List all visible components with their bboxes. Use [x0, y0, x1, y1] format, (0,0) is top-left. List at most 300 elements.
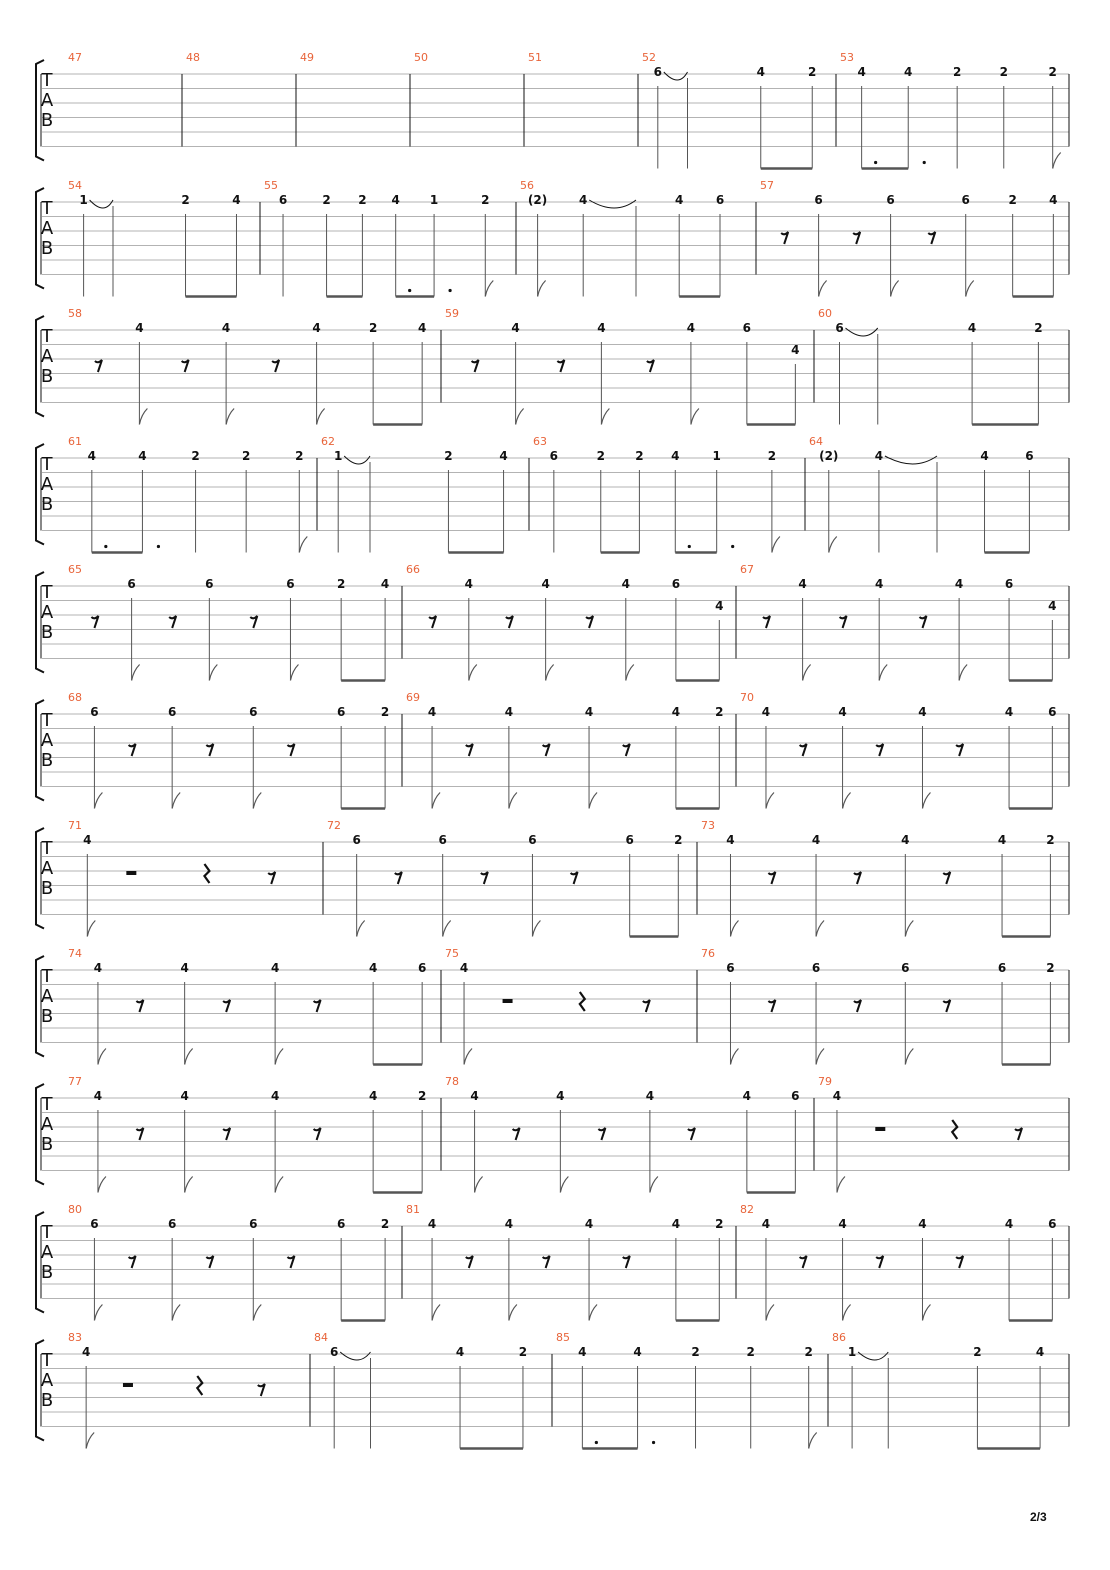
- fret-number: 4: [93, 961, 103, 975]
- fret-number: 4: [578, 1345, 587, 1359]
- fret-number: 2: [715, 705, 724, 719]
- eighth-flag: [139, 409, 147, 425]
- fret-number: 1: [847, 1345, 857, 1359]
- measure-number: 83: [68, 1331, 82, 1344]
- eighth-rest: [466, 744, 473, 756]
- eighth-flag: [879, 665, 887, 681]
- tab-clef-letter: B: [40, 366, 54, 387]
- eighth-rest: [223, 1000, 230, 1012]
- eighth-flag: [185, 1049, 193, 1065]
- eighth-flag: [464, 1049, 472, 1065]
- eighth-flag: [132, 665, 140, 681]
- eighth-rest: [182, 360, 189, 372]
- fret-number: 6: [997, 961, 1007, 975]
- tie-arc: [858, 1352, 888, 1360]
- fret-number: 2: [191, 449, 200, 463]
- half-rest: [123, 1383, 133, 1387]
- dot: [408, 289, 411, 292]
- fret-number: 1: [429, 193, 439, 207]
- tab-clef-letter: B: [40, 750, 54, 771]
- tab-clef-letter: A: [40, 218, 54, 239]
- eighth-rest: [586, 616, 593, 628]
- eighth-rest: [919, 616, 926, 628]
- fret-number: 4: [579, 193, 588, 207]
- fret-number: 4: [875, 577, 884, 591]
- eighth-flag: [691, 409, 699, 425]
- measure-number: 85: [556, 1331, 570, 1344]
- fret-number: 6: [90, 1217, 99, 1231]
- measure-number: 61: [68, 435, 82, 448]
- eighth-flag: [966, 281, 974, 297]
- fret-number: 6: [814, 193, 823, 207]
- fret-number: 6: [671, 577, 681, 591]
- eighth-flag: [905, 1049, 913, 1065]
- dot: [731, 545, 734, 548]
- fret-number: 4: [686, 321, 696, 335]
- fret-number: 4: [621, 577, 630, 591]
- eighth-rest: [763, 616, 770, 628]
- fret-number: 4: [671, 449, 680, 463]
- fret-number: 6: [336, 1217, 346, 1231]
- eighth-flag: [475, 1177, 483, 1193]
- fret-number: 4: [312, 321, 321, 335]
- eighth-flag: [772, 537, 780, 553]
- half-rest: [875, 1127, 885, 1131]
- fret-number: 6: [742, 321, 752, 335]
- fret-number: 4: [556, 1089, 565, 1103]
- fret-number: 6: [286, 577, 295, 591]
- measure-number: 62: [321, 435, 335, 448]
- fret-number: 4: [742, 1089, 752, 1103]
- fret-number: 4: [832, 1089, 842, 1103]
- measure-number: 70: [740, 691, 754, 704]
- tab-clef-letter: T: [41, 1094, 53, 1115]
- measure-number: 54: [68, 179, 82, 192]
- eighth-flag: [275, 1049, 283, 1065]
- dot: [688, 545, 691, 548]
- fret-number: 2: [767, 449, 777, 463]
- fret-number: 6: [653, 65, 662, 79]
- fret-number: 4: [597, 321, 606, 335]
- eighth-flag: [626, 665, 634, 681]
- measure-number: 84: [314, 1331, 328, 1344]
- fret-number: 4: [1004, 705, 1014, 719]
- fret-number: 4: [270, 1089, 280, 1103]
- fret-number: 4: [726, 833, 735, 847]
- fret-number: 6: [417, 961, 427, 975]
- fret-number: 2: [674, 833, 683, 847]
- eighth-flag: [275, 1177, 283, 1193]
- measure-number: 48: [186, 51, 200, 64]
- eighth-flag: [290, 665, 298, 681]
- fret-number: (2): [819, 449, 839, 463]
- eighth-flag: [905, 921, 913, 937]
- tie-arc: [885, 456, 937, 464]
- fret-number: 4: [541, 577, 550, 591]
- page-number: 2/3: [1030, 1510, 1047, 1524]
- eighth-flag: [253, 1305, 261, 1321]
- eighth-flag: [94, 1305, 102, 1321]
- eighth-flag: [730, 1049, 738, 1065]
- fret-number: 2: [444, 449, 453, 463]
- fret-number: 6: [625, 833, 634, 847]
- tie-arc: [340, 1352, 370, 1360]
- eighth-rest: [472, 360, 479, 372]
- tab-clef-letter: T: [41, 198, 53, 219]
- eighth-rest: [136, 1000, 143, 1012]
- eighth-flag: [98, 1049, 106, 1065]
- tab-clef-letter: T: [41, 326, 53, 347]
- eighth-flag: [601, 409, 609, 425]
- fret-number: 4: [675, 193, 684, 207]
- eighth-flag: [829, 537, 837, 553]
- eighth-flag: [589, 1305, 597, 1321]
- eighth-rest: [688, 1128, 695, 1140]
- eighth-rest: [1015, 1128, 1022, 1140]
- dot: [448, 289, 451, 292]
- eighth-flag: [730, 921, 738, 937]
- measure-number: 60: [818, 307, 832, 320]
- measure-number: 49: [300, 51, 314, 64]
- tab-clef-letter: B: [40, 110, 54, 131]
- fret-number: 2: [380, 705, 390, 719]
- fret-number: 6: [1048, 1217, 1057, 1231]
- eighth-flag: [509, 1305, 517, 1321]
- tab-clef-letter: A: [40, 474, 54, 495]
- fret-number: 4: [464, 577, 473, 591]
- tab-clef-letter: T: [41, 582, 53, 603]
- fret-number: 4: [857, 65, 866, 79]
- fret-number: 2: [1048, 65, 1057, 79]
- eighth-flag: [532, 921, 540, 937]
- fret-number: 6: [278, 193, 288, 207]
- eighth-rest: [314, 1000, 321, 1012]
- dot: [104, 545, 107, 548]
- tab-clef-letter: T: [41, 1350, 53, 1371]
- fret-number: 4: [504, 1217, 514, 1231]
- eighth-rest: [206, 744, 213, 756]
- fret-number: 6: [352, 833, 361, 847]
- eighth-flag: [443, 921, 451, 937]
- dot: [923, 161, 926, 164]
- eighth-flag: [509, 793, 517, 809]
- measure-number: 53: [840, 51, 854, 64]
- fret-number: 4: [81, 1345, 91, 1359]
- fret-number: 2: [1008, 193, 1017, 207]
- fret-number: 4: [715, 599, 724, 613]
- eighth-flag: [766, 793, 774, 809]
- fret-number: 4: [504, 705, 514, 719]
- fret-number: 4: [138, 449, 147, 463]
- eighth-rest: [768, 872, 775, 884]
- measure-number: 78: [445, 1075, 459, 1088]
- eighth-flag: [816, 1049, 824, 1065]
- eighth-flag: [432, 793, 440, 809]
- eighth-flag: [172, 1305, 180, 1321]
- measure-number: 71: [68, 819, 82, 832]
- eighth-rest: [268, 872, 275, 884]
- eighth-rest: [258, 1384, 265, 1396]
- eighth-flag: [538, 281, 546, 297]
- eighth-flag: [650, 1177, 658, 1193]
- measure-number: 79: [818, 1075, 832, 1088]
- fret-number: 4: [368, 1089, 378, 1103]
- fret-number: 4: [221, 321, 231, 335]
- tab-system: [36, 691, 1069, 809]
- eighth-flag: [959, 665, 967, 681]
- measure-number: 75: [445, 947, 459, 960]
- fret-number: 2: [804, 1345, 813, 1359]
- tab-system: [36, 435, 1069, 553]
- eighth-rest: [854, 1000, 861, 1012]
- eighth-rest: [781, 232, 788, 244]
- fret-number: 4: [1004, 1217, 1014, 1231]
- eighth-flag: [485, 281, 493, 297]
- fret-number: 2: [417, 1089, 427, 1103]
- measure-number: 74: [68, 947, 82, 960]
- eighth-rest: [481, 872, 488, 884]
- measure-number: 65: [68, 563, 82, 576]
- tab-clef-letter: A: [40, 986, 54, 1007]
- tab-system: [36, 947, 1069, 1065]
- fret-number: 6: [90, 705, 99, 719]
- fret-number: 4: [584, 1217, 594, 1231]
- measure-number: 47: [68, 51, 82, 64]
- eighth-flag: [299, 537, 307, 553]
- eighth-rest: [395, 872, 402, 884]
- fret-number: 2: [336, 577, 346, 591]
- eighth-flag: [469, 665, 477, 681]
- tab-system: [36, 1203, 1069, 1321]
- eighth-rest: [513, 1128, 520, 1140]
- fret-number: 4: [368, 961, 378, 975]
- measure-number: 63: [533, 435, 547, 448]
- measure-number: 64: [809, 435, 823, 448]
- tie-arc: [344, 456, 370, 464]
- eighth-rest: [250, 616, 257, 628]
- measure-number: 68: [68, 691, 82, 704]
- tab-clef-letter: T: [41, 966, 53, 987]
- half-rest: [126, 871, 136, 875]
- fret-number: 6: [901, 961, 910, 975]
- eighth-flag: [766, 1305, 774, 1321]
- measure-number: 82: [740, 1203, 754, 1216]
- tab-clef-letter: B: [40, 878, 54, 899]
- fret-number: 6: [811, 961, 821, 975]
- fret-number: 6: [549, 449, 559, 463]
- eighth-rest: [956, 744, 963, 756]
- fret-number: 6: [1048, 705, 1057, 719]
- eighth-flag: [546, 665, 554, 681]
- dot: [874, 161, 877, 164]
- fret-number: 4: [135, 321, 144, 335]
- fret-number: 4: [1049, 193, 1058, 207]
- eighth-rest: [129, 1256, 136, 1268]
- eighth-flag: [1053, 153, 1061, 169]
- fret-number: 2: [241, 449, 251, 463]
- eighth-flag: [819, 281, 827, 297]
- eighth-rest: [91, 616, 98, 628]
- fret-number: 6: [726, 961, 735, 975]
- measure-number: 73: [701, 819, 715, 832]
- eighth-rest: [853, 232, 860, 244]
- eighth-rest: [623, 1256, 630, 1268]
- measure-number: 86: [832, 1331, 846, 1344]
- fret-number: 4: [901, 833, 910, 847]
- dot: [652, 1441, 655, 1444]
- fret-number: 4: [427, 705, 437, 719]
- fret-number: 6: [835, 321, 844, 335]
- fret-number: (2): [527, 193, 548, 207]
- tab-clef-letter: A: [40, 730, 54, 751]
- eighth-flag: [891, 281, 899, 297]
- quarter-rest: [197, 1376, 202, 1395]
- fret-number: 6: [249, 705, 258, 719]
- fret-number: 4: [671, 1217, 681, 1231]
- measure-number: 55: [264, 179, 278, 192]
- fret-number: 6: [127, 577, 136, 591]
- eighth-flag: [816, 921, 824, 937]
- tie-arc: [90, 200, 113, 208]
- fret-number: 4: [459, 961, 469, 975]
- tab-clef-letter: B: [40, 1006, 54, 1027]
- eighth-rest: [800, 744, 807, 756]
- fret-number: 2: [973, 1345, 982, 1359]
- fret-number: 6: [961, 193, 970, 207]
- measure-number: 56: [520, 179, 534, 192]
- eighth-rest: [169, 616, 176, 628]
- tab-clef-letter: B: [40, 1262, 54, 1283]
- fret-number: 1: [334, 449, 343, 463]
- fret-number: 2: [1034, 321, 1043, 335]
- eighth-rest: [854, 872, 861, 884]
- measure-number: 77: [68, 1075, 82, 1088]
- eighth-rest: [543, 744, 550, 756]
- fret-number: 2: [181, 193, 190, 207]
- fret-number: 4: [584, 705, 594, 719]
- fret-number: 6: [205, 577, 214, 591]
- eighth-flag: [94, 793, 102, 809]
- eighth-rest: [598, 1128, 605, 1140]
- fret-number: 4: [270, 961, 280, 975]
- quarter-rest: [580, 992, 585, 1011]
- eighth-rest: [223, 1128, 230, 1140]
- fret-number: 4: [87, 449, 97, 463]
- fret-number: 4: [756, 65, 765, 79]
- tie-arc: [664, 72, 688, 80]
- measure-number: 57: [760, 179, 774, 192]
- fret-number: 4: [427, 1217, 437, 1231]
- fret-number: 1: [712, 449, 721, 463]
- fret-number: 4: [761, 705, 771, 719]
- tie-arc: [589, 200, 636, 208]
- tab-system: [36, 307, 1069, 425]
- tab-system: [36, 179, 1069, 297]
- fret-number: 2: [481, 193, 490, 207]
- eighth-flag: [809, 1433, 817, 1449]
- tab-clef-letter: A: [40, 90, 54, 111]
- tab-clef-letter: A: [40, 346, 54, 367]
- fret-number: 2: [691, 1345, 700, 1359]
- fret-number: 4: [954, 577, 964, 591]
- eighth-flag: [226, 409, 234, 425]
- tab-clef-letter: A: [40, 602, 54, 623]
- fret-number: 6: [249, 1217, 258, 1231]
- measure-number: 67: [740, 563, 754, 576]
- tab-clef-letter: B: [40, 494, 54, 515]
- eighth-flag: [317, 409, 325, 425]
- fret-number: 4: [180, 961, 189, 975]
- eighth-flag: [589, 793, 597, 809]
- eighth-rest: [466, 1256, 473, 1268]
- tab-clef-letter: B: [40, 1134, 54, 1155]
- fret-number: 4: [93, 1089, 103, 1103]
- measure-number: 76: [701, 947, 715, 960]
- eighth-rest: [571, 872, 578, 884]
- measure-number: 59: [445, 307, 459, 320]
- eighth-flag: [98, 1177, 106, 1193]
- tab-clef-letter: A: [40, 1114, 54, 1135]
- measure-number: 80: [68, 1203, 82, 1216]
- eighth-rest: [623, 744, 630, 756]
- fret-number: 4: [761, 1217, 771, 1231]
- eighth-flag: [922, 1305, 930, 1321]
- eighth-flag: [843, 1305, 851, 1321]
- eighth-flag: [843, 793, 851, 809]
- fret-number: 2: [808, 65, 817, 79]
- fret-number: 2: [952, 65, 962, 79]
- fret-number: 4: [967, 321, 977, 335]
- fret-number: 4: [671, 705, 681, 719]
- fret-number: 2: [380, 1217, 390, 1231]
- eighth-rest: [643, 1000, 650, 1012]
- eighth-flag: [922, 793, 930, 809]
- fret-number: 4: [874, 449, 884, 463]
- eighth-rest: [314, 1128, 321, 1140]
- measure-number: 50: [414, 51, 428, 64]
- fret-number: 4: [633, 1345, 642, 1359]
- eighth-rest: [287, 744, 294, 756]
- fret-number: 6: [1004, 577, 1014, 591]
- tab-clef-letter: T: [41, 70, 53, 91]
- fret-number: 4: [838, 1217, 847, 1231]
- fret-number: 4: [417, 321, 427, 335]
- eighth-rest: [129, 744, 136, 756]
- fret-number: 6: [167, 705, 177, 719]
- fret-number: 4: [1048, 599, 1057, 613]
- fret-number: 4: [511, 321, 520, 335]
- fret-number: 4: [811, 833, 821, 847]
- eighth-rest: [768, 1000, 775, 1012]
- tab-clef-letter: A: [40, 1370, 54, 1391]
- eighth-rest: [429, 616, 436, 628]
- eighth-flag: [253, 793, 261, 809]
- eighth-rest: [95, 360, 102, 372]
- fret-number: 4: [798, 577, 807, 591]
- eighth-rest: [800, 1256, 807, 1268]
- eighth-rest: [557, 360, 564, 372]
- fret-number: 2: [596, 449, 605, 463]
- half-rest: [503, 999, 513, 1003]
- tab-system: [36, 563, 1069, 681]
- fret-number: 2: [295, 449, 304, 463]
- eighth-rest: [272, 360, 279, 372]
- tab-clef-letter: A: [40, 858, 54, 879]
- tie-arc: [846, 328, 878, 336]
- eighth-flag: [560, 1177, 568, 1193]
- tab-clef-letter: T: [41, 838, 53, 859]
- eighth-rest: [876, 1256, 883, 1268]
